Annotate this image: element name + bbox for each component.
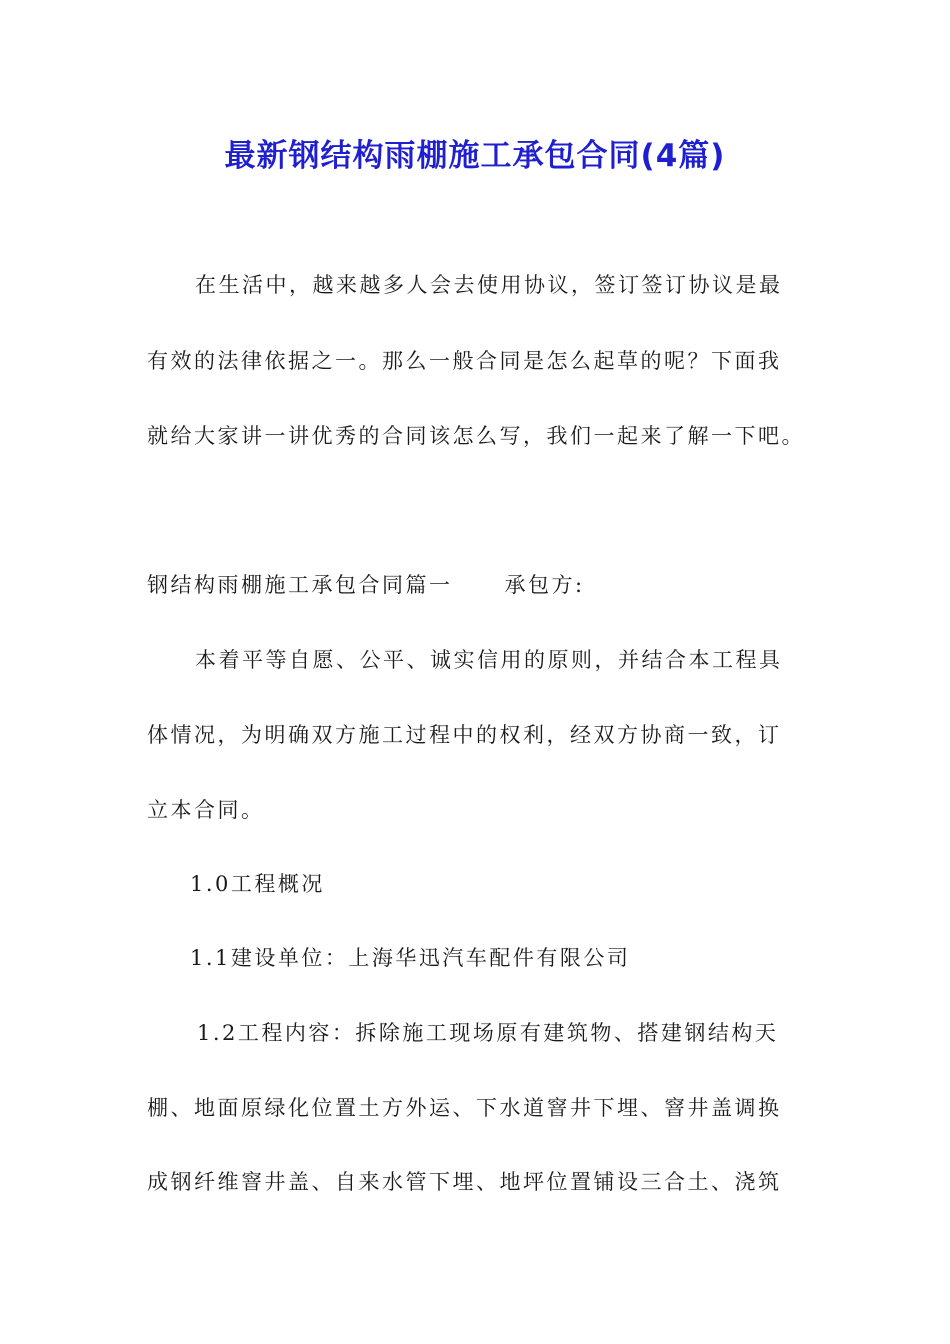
section-heading-row xyxy=(147,570,585,600)
principle-line-1: 本着平等自愿、公平、诚实信用的原则，并结合本工程具 xyxy=(195,648,783,672)
principle-line-2: 体情况，为明确双方施工过程中的权利，经双方协商一致，订 xyxy=(147,723,782,747)
principle-line-3: 立本合同。 xyxy=(147,798,265,822)
item-1-0: 1.0工程概况 xyxy=(190,872,325,896)
section-heading: 钢结构雨棚施工承包合同篇一 xyxy=(147,573,453,597)
intro-line-3: 就给大家讲一讲优秀的合同该怎么写，我们一起来了解一下吧。 xyxy=(147,424,805,448)
intro-line-2: 有效的法律依据之一。那么一般合同是怎么起草的呢？下面我 xyxy=(147,349,782,373)
item-1-1: 1.1建设单位：上海华迅汽车配件有限公司 xyxy=(190,946,631,970)
intro-line-1: 在生活中，越来越多人会去使用协议，签订签订协议是最 xyxy=(195,273,783,297)
item-1-2-line-3: 成钢纤维窨井盖、自来水管下埋、地坪位置铺设三合土、浇筑 xyxy=(147,1170,782,1194)
page-title: 最新钢结构雨棚施工承包合同(4篇) xyxy=(224,138,726,174)
item-1-2-line-1: 1.2工程内容：拆除施工现场原有建筑物、搭建钢结构天 xyxy=(197,1021,779,1045)
contractor-label: 承包方: xyxy=(504,573,585,597)
item-1-2-line-2: 棚、地面原绿化位置土方外运、下水道窨井下埋、窨井盖调换 xyxy=(147,1096,782,1120)
